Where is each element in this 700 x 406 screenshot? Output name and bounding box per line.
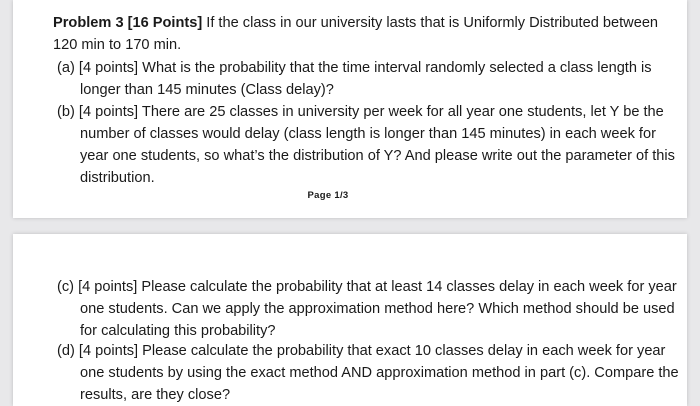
part-d-question: (d) [4 points] Please calculate the probability that exact 10 classes delay in each week for year one students by using the exact method AND approximation method in part (c). Compare the results, are they close?	[57, 343, 679, 403]
problem-statement	[53, 12, 663, 56]
problem-label: Problem 3 [16 Points]	[53, 15, 203, 31]
part-c-question: (c) [4 points] Please calculate the probability that at least 14 classes delay in each week for year one students. Can we apply the approximation method here? Which method should be used for calculating this probability?	[57, 279, 677, 339]
document-page-1	[13, 0, 687, 218]
part-a-question: (a) [4 points] What is the probability that the time interval randomly selected a class length is longer than 145 minutes (Class delay)?	[57, 60, 652, 98]
document-page-2	[13, 234, 687, 406]
page-number: Page 1/3	[307, 190, 349, 201]
part-b-question: (b) [4 points] There are 25 classes in university per week for all year one students, let Y be the number of classes would delay (class length is longer than 145 minutes) in each week for year one students, so what’s the distribution of Y? And please write out the parameter of this distribution.	[57, 104, 675, 186]
problem-text: If the class in our university lasts that is Uniformly Distributed between 120 min to 170 min.	[53, 15, 659, 53]
